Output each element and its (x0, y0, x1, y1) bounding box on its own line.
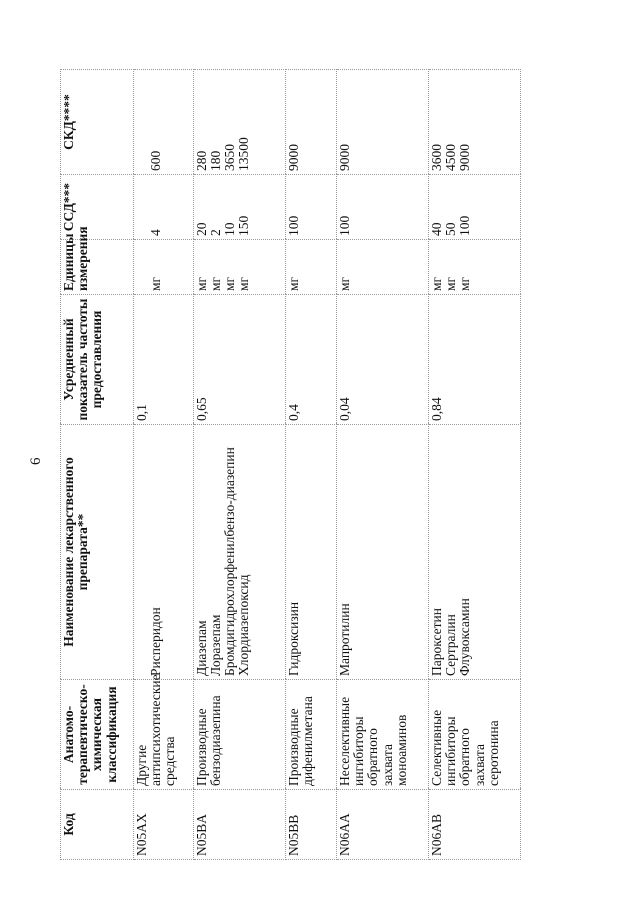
cell-ssd: 100 (286, 175, 337, 240)
drug-name: Лоразепам (208, 614, 223, 676)
cell-skd (134, 70, 194, 175)
cell-frequency: 0,4 (286, 295, 337, 425)
cell-code: N05AX (134, 790, 194, 860)
unit-value (135, 243, 149, 291)
cell-frequency: 0,04 (337, 295, 429, 425)
page-number: 6 (28, 457, 44, 465)
skd-value: 3650 (222, 144, 237, 171)
table-row (429, 70, 521, 860)
cell-drugs (194, 425, 286, 680)
header-skd: СКД**** (61, 70, 134, 175)
cell-atc: Производные дифенилметана (286, 680, 337, 790)
drug-name: Сертралин (443, 614, 458, 676)
skd-value: 3600 (429, 144, 444, 171)
unit-value: мг (208, 276, 223, 291)
cell-ssd (134, 175, 194, 240)
drug-name: Хлордиазепоксид (236, 574, 251, 676)
skd-value: 280 (194, 150, 209, 171)
drug-table-sheet (60, 70, 640, 860)
cell-ssd (194, 175, 286, 240)
cell-atc: Другие антипсихотические средства (134, 680, 194, 790)
cell-code: N06AB (429, 790, 521, 860)
cell-code: N05BB (286, 790, 337, 860)
skd-value: 180 (208, 150, 223, 171)
ssd-value: 150 (236, 215, 251, 236)
drug-name: Бромдигидрохлорфенилбензо-диазепин (222, 447, 237, 676)
cell-drugs: Мапротилин (337, 425, 429, 680)
cell-drugs: Гидроксизин (286, 425, 337, 680)
cell-code: N05BA (194, 790, 286, 860)
cell-skd: 9000 (337, 70, 429, 175)
header-frequency: Усредненный показатель частоты предоставления (61, 295, 134, 425)
header-drug-name: Наименование лекарственного препарата** (61, 425, 134, 680)
table-row (286, 70, 337, 860)
cell-atc: Производные бензодиазепина (194, 680, 286, 790)
table-row (134, 70, 194, 860)
unit-value: мг (443, 276, 458, 291)
header-ssd: ССД*** (61, 175, 134, 240)
table-row (194, 70, 286, 860)
cell-frequency: 0,1 (134, 295, 194, 425)
cell-units (134, 240, 194, 295)
cell-atc: Неселективные ингибиторы обратного захвата моноаминов (337, 680, 429, 790)
cell-units: мг (337, 240, 429, 295)
table-header-row (61, 70, 134, 860)
ssd-value: 4 (148, 229, 163, 236)
cell-ssd: 100 (337, 175, 429, 240)
ssd-value: 40 (429, 222, 444, 236)
ssd-value (135, 178, 149, 236)
skd-value (135, 73, 149, 171)
cell-atc: Селективные ингибиторы обратного захвата серотонина (429, 680, 521, 790)
cell-drugs (134, 425, 194, 680)
unit-value: мг (194, 276, 209, 291)
unit-value: мг (457, 276, 472, 291)
skd-value: 600 (148, 150, 163, 171)
header-atc: Анатомо-терапевтическо-химическая классификация (61, 680, 134, 790)
ssd-value: 2 (208, 229, 223, 236)
drug-name: Флувоксамин (457, 598, 472, 676)
drug-table (60, 69, 521, 860)
cell-skd (429, 70, 521, 175)
ssd-value: 100 (457, 215, 472, 236)
ssd-value: 10 (222, 222, 237, 236)
cell-code: N06AA (337, 790, 429, 860)
unit-value: мг (429, 276, 444, 291)
ssd-value: 50 (443, 222, 458, 236)
cell-skd: 9000 (286, 70, 337, 175)
cell-units (429, 240, 521, 295)
table-row (337, 70, 429, 860)
skd-value: 13500 (236, 137, 251, 171)
cell-units (194, 240, 286, 295)
header-units: Единицы измерения (61, 240, 134, 295)
cell-frequency: 0,84 (429, 295, 521, 425)
cell-drugs (429, 425, 521, 680)
skd-value: 9000 (457, 144, 472, 171)
skd-value: 4500 (443, 144, 458, 171)
drug-name (135, 428, 149, 676)
drug-name: Диазепам (194, 620, 209, 676)
unit-value: мг (222, 276, 237, 291)
unit-value: мг (236, 276, 251, 291)
drug-name: Рисперидон (148, 607, 163, 676)
cell-skd (194, 70, 286, 175)
header-code: Код (61, 790, 134, 860)
cell-units: мг (286, 240, 337, 295)
cell-frequency: 0,65 (194, 295, 286, 425)
drug-name: Пароксетин (429, 608, 444, 676)
unit-value: мг (148, 276, 163, 291)
ssd-value: 20 (194, 222, 209, 236)
cell-ssd (429, 175, 521, 240)
